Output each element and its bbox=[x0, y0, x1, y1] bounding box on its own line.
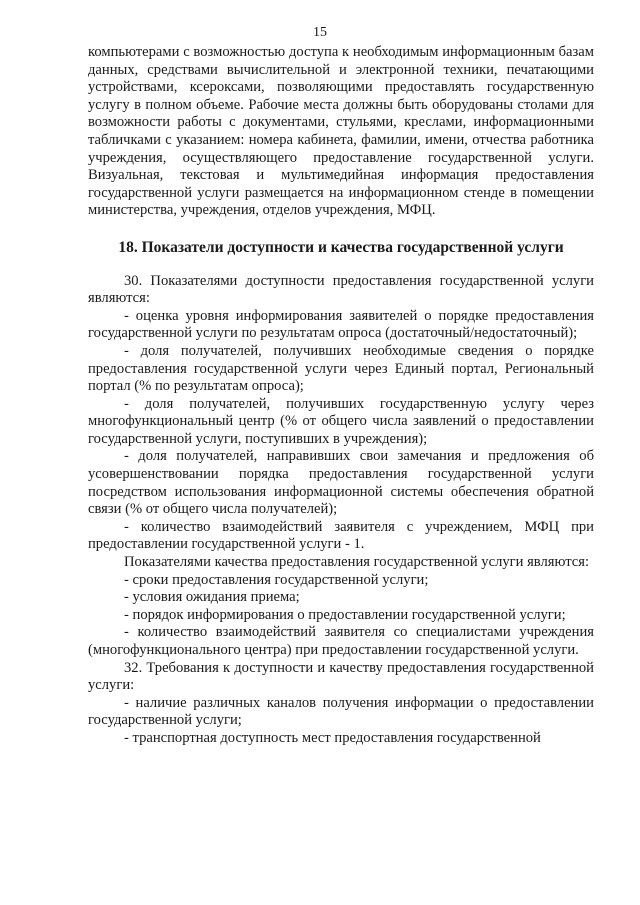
list-item-informing-level: - оценка уровня информирования заявителей о порядке предоставления государственной услуги по результатам опроса (достаточный/недостаточный); bbox=[88, 307, 594, 342]
paragraph-requirements-intro: 32. Требования к доступности и качеству предоставления государственной услуги: bbox=[88, 659, 594, 694]
paragraph-quality-intro: Показателями качества предоставления государственной услуги являются: bbox=[124, 554, 590, 571]
paragraph-accessibility-intro: 30. Показателями доступности предоставления государственной услуги являются: bbox=[88, 272, 594, 307]
list-item-waiting-conditions: - условия ожидания приема; bbox=[124, 589, 300, 606]
list-item-interaction-count: - количество взаимодействий заявителя с учреждением, МФЦ при предоставлении государственной услуги - 1. bbox=[88, 518, 594, 553]
list-item-transport-access: - транспортная доступность мест предоставления государственной bbox=[124, 729, 541, 746]
list-item-portal-share: - доля получателей, получивших необходимые сведения о порядке предоставления государственной услуги через Единый портал, Региональный портал (% по результатам опроса); bbox=[88, 342, 594, 395]
section-heading: 18. Показатели доступности и качества государственной услуги bbox=[118, 238, 564, 256]
list-item-mfc-share: - доля получателей, получивших государственную услугу через многофункциональный центр (% от общего числа заявлений о предоставлении государственной услуги, поступивших в учреждения); bbox=[88, 395, 594, 447]
page-number: 15 bbox=[313, 25, 327, 40]
list-item-terms: - сроки предоставления государственной услуги; bbox=[124, 571, 429, 588]
list-item-feedback-share: - доля получателей, направивших свои замечания и предложения об усовершенствовании порядка предоставления государственной услуги посредством использования информационной системы обеспечения обратной связи (% от общего числа получателей); bbox=[88, 448, 594, 518]
document-body bbox=[88, 44, 594, 748]
list-item-specialist-interactions: - количество взаимодействий заявителя со специалистами учреждения (многофункционального центра) при предоставлении государственной услуги. bbox=[88, 624, 594, 658]
list-item-info-channels: - наличие различных каналов получения информации о предоставлении государственной услуги; bbox=[88, 694, 594, 729]
list-item-informing-procedure: - порядок информирования о предоставлении государственной услуги; bbox=[124, 606, 566, 623]
paragraph-workplace-equipment: компьютерами с возможностью доступа к необходимым информационным базам данных, средствами вычислительной и электронной техники, печатающими устройствами, ксероксами, позволяющими предоставлять государственную услугу в полном объеме. Рабочие места должны быть оборудованы столами для возможности работы с документами, стульями, креслами, информационными табличками с указанием: номера кабинета, фамилии, имени, отчества работника учреждения, осуществляющего предоставление государственной услуги. Визуальная, текстовая и мультимедийная информация предоставления государственной услуги размещается на информационном стенде в помещении министерства, учреждения, отделов учреждения, МФЦ. bbox=[88, 44, 594, 219]
